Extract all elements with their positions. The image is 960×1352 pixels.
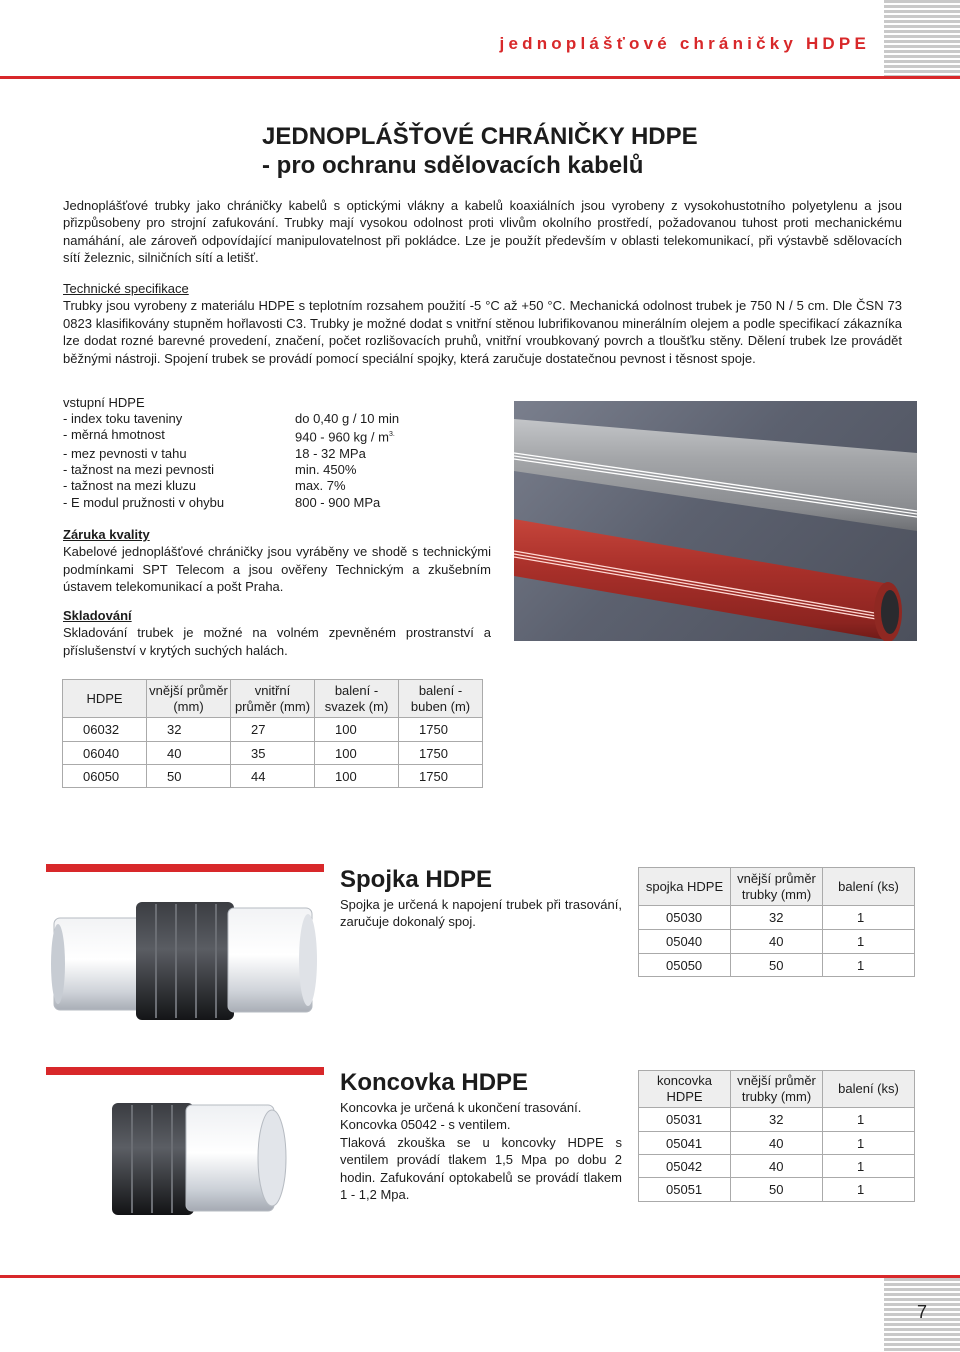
table-cell: 05031 (639, 1108, 731, 1132)
endcap-text (340, 1099, 622, 1203)
endcap-text-line: Tlaková zkouška se u koncovky HDPE s ventilem provádí tlakem 1,5 Mpa po dobu 2 hodin. Zafukování optokabelů se provádí tlakem 1 - 1,2 Mpa. (340, 1134, 622, 1203)
material-properties (63, 395, 483, 511)
table-row (639, 954, 915, 977)
table-cell: 32 (731, 1108, 823, 1132)
table-header-cell: balení - svazek (m) (315, 680, 399, 718)
header-stripes-decoration (884, 0, 960, 76)
table-cell: 1750 (399, 765, 483, 788)
table-row (63, 742, 483, 765)
table-cell: 100 (315, 765, 399, 788)
tech-spec-text: Trubky jsou vyrobeny z materiálu HDPE s teplotním rozsahem použití -5 °C až +50 °C. Mechanická odolnost trubek je 750 N / 5 cm. Dle ČSN 73 0823 klasifikovány stupněm hořlavosti C3. Trubky je možné dodat s vnitřní stěnou lubrifikovanou minerálním olejem a podle specifikací zákazníka lze dodat rozné barevné provedení, značení, počet rozlišovacích pruhů, vnitřní vroubkovaný povrch a tloušťku stěny. Dělení trubek lze provádět běžnými nástroji. Spojení trubek se provádí pomocí speciální spojky, která zaručuje dostatečnou pevnost i těsnost spoje. (63, 298, 902, 366)
table-header-row (639, 1071, 915, 1108)
coupling-title: Spojka HDPE (340, 866, 493, 893)
table-cell: 1 (823, 1132, 915, 1155)
property-row (63, 478, 483, 494)
table-cell: 27 (231, 718, 315, 742)
running-title: jednoplášťové chráničky HDPE (499, 34, 870, 53)
table-header-cell: balení - buben (m) (399, 680, 483, 718)
table-header-cell: koncovka HDPE (639, 1071, 731, 1108)
endcap-photo (46, 1075, 324, 1227)
page-title-line2: - pro ochranu sdělovacích kabelů (262, 152, 644, 179)
table-header-row (63, 680, 483, 718)
property-row (63, 427, 483, 446)
table-header-cell: HDPE (63, 680, 147, 718)
property-value: 18 - 32 MPa (295, 445, 366, 461)
table-row (639, 1108, 915, 1132)
table-cell: 1750 (399, 718, 483, 742)
page-number: 7 (916, 1302, 927, 1322)
table-row (639, 1155, 915, 1178)
table-cell: 06032 (63, 718, 147, 742)
table-row (639, 1178, 915, 1202)
table-cell: 05030 (639, 906, 731, 930)
page-title (262, 122, 762, 180)
warranty-section (63, 526, 491, 596)
table-cell: 1750 (399, 742, 483, 765)
storage-text: Skladování trubek je možné na volném zpevněném prostranství a příslušenství v krytých suchých halách. (63, 625, 491, 658)
property-label: - tažnost na mezi pevnosti (63, 462, 215, 478)
coupling-illustration (46, 872, 324, 1034)
table-cell: 44 (231, 765, 315, 788)
table-cell: 1 (823, 906, 915, 930)
coupling-text: Spojka je určená k napojení trubek při trasování, zaručuje dokonalý spoj. (340, 897, 622, 930)
table-header-cell: vnější průměr trubky (mm) (731, 868, 823, 906)
red-tube (514, 519, 902, 641)
property-row (63, 462, 483, 478)
property-row (63, 495, 483, 511)
table-cell: 32 (731, 906, 823, 930)
hdpe-tubes-photo (514, 401, 917, 641)
table-header-cell: balení (ks) (823, 1071, 915, 1108)
table-cell: 40 (731, 1132, 823, 1155)
page-title-line1: JEDNOPLÁŠŤOVÉ CHRÁNIČKY HDPE (262, 123, 698, 150)
table-cell: 50 (731, 954, 823, 977)
endcap-illustration (46, 1075, 324, 1227)
property-label: - tažnost na mezi kluzu (63, 478, 196, 494)
property-value: min. 450% (295, 462, 357, 478)
property-value: max. 7% (295, 478, 346, 494)
endcap-text-line: Koncovka 05042 - s ventilem. (340, 1117, 511, 1133)
endcap-table (638, 1070, 915, 1202)
endcap-text-line: Koncovka je určená k ukončení trasování. (340, 1100, 582, 1115)
endcap-accent-bar (46, 1067, 324, 1075)
table-row (63, 765, 483, 788)
footer-rule (0, 1275, 960, 1278)
intro-paragraph: Jednoplášťové trubky jako chráničky kabelů s optickými vlákny a kabelů koaxiálních jsou vyrobeny z vysokohustotního polyetylenu a jsou přizpůsobeny pro strojní zafukování. Trubky mají vysokou odolnost proti vlivům okolního prostředí, požadovanou tuhost proti mechanickému namáhání, ale zároveň odpovídající manipulovatelnost při pokládce. Lze je použít především v oblasti telekomunikací, při výstavbě sdělovacích sítí železnic, silničních sítí a letišť. (63, 198, 902, 266)
table-cell: 40 (731, 1155, 823, 1178)
table-cell: 35 (231, 742, 315, 765)
table-cell: 40 (731, 930, 823, 954)
table-row (639, 930, 915, 954)
table-row (639, 1132, 915, 1155)
table-header-cell: vnitřní průměr (mm) (231, 680, 315, 718)
table-cell: 1 (823, 930, 915, 954)
property-value: do 0,40 g / 10 min (295, 411, 400, 427)
property-row (63, 446, 483, 462)
table-cell: 1 (823, 1108, 915, 1132)
table-cell: 05041 (639, 1132, 731, 1155)
coupling-photo (46, 872, 324, 1034)
warranty-heading: Záruka kvality (63, 527, 150, 542)
coupling-accent-bar (46, 864, 324, 872)
table-header-cell: spojka HDPE (639, 868, 731, 906)
storage-section (63, 607, 491, 659)
table-cell: 1 (823, 1178, 915, 1202)
property-value: 940 - 960 kg / m (295, 429, 389, 445)
property-value: 800 - 900 MPa (295, 494, 381, 510)
table-cell: 05050 (639, 954, 731, 977)
header-rule (0, 76, 960, 79)
table-cell: 06040 (63, 742, 147, 765)
coupling-table (638, 867, 915, 977)
table-cell: 06050 (63, 765, 147, 788)
table-cell: 50 (147, 765, 231, 788)
table-cell: 32 (147, 718, 231, 742)
endcap-title: Koncovka HDPE (340, 1069, 529, 1096)
property-value-superscript: 3. (388, 431, 395, 439)
warranty-text: Kabelové jednoplášťové chráničky jsou vyráběny ve shodě s technickými podmínkami SPT Telecom a jsou ověřeny Technickým a zkušebním ústavem telekomunikací a pošt Praha. (63, 544, 491, 595)
hdpe-dimensions-table (62, 679, 483, 788)
property-label: - měrná hmotnost (63, 427, 165, 443)
table-header-cell: vnější průměr (mm) (147, 680, 231, 718)
table-cell: 100 (315, 718, 399, 742)
table-cell: 05042 (639, 1155, 731, 1178)
table-cell: 1 (823, 954, 915, 977)
table-cell: 1 (823, 1155, 915, 1178)
properties-heading: vstupní HDPE (63, 395, 145, 410)
table-cell: 50 (731, 1178, 823, 1202)
tech-spec-section (63, 280, 902, 367)
table-header-cell: balení (ks) (823, 868, 915, 906)
property-label: - E modul pružnosti v ohybu (63, 494, 225, 510)
property-value-wrap (295, 427, 395, 446)
table-cell: 05051 (639, 1178, 731, 1202)
table-cell: 40 (147, 742, 231, 765)
tubes-illustration (514, 401, 917, 641)
storage-heading: Skladování (63, 608, 132, 623)
table-header-cell: vnější průměr trubky (mm) (731, 1071, 823, 1108)
grey-tube (514, 419, 917, 531)
property-row (63, 411, 483, 427)
property-label: - mez pevnosti v tahu (63, 445, 187, 461)
table-row (639, 906, 915, 930)
table-cell: 100 (315, 742, 399, 765)
tech-spec-heading: Technické specifikace (63, 281, 189, 296)
table-row (63, 718, 483, 742)
table-header-row (639, 868, 915, 906)
table-cell: 05040 (639, 930, 731, 954)
property-label: - index toku taveniny (63, 411, 183, 427)
